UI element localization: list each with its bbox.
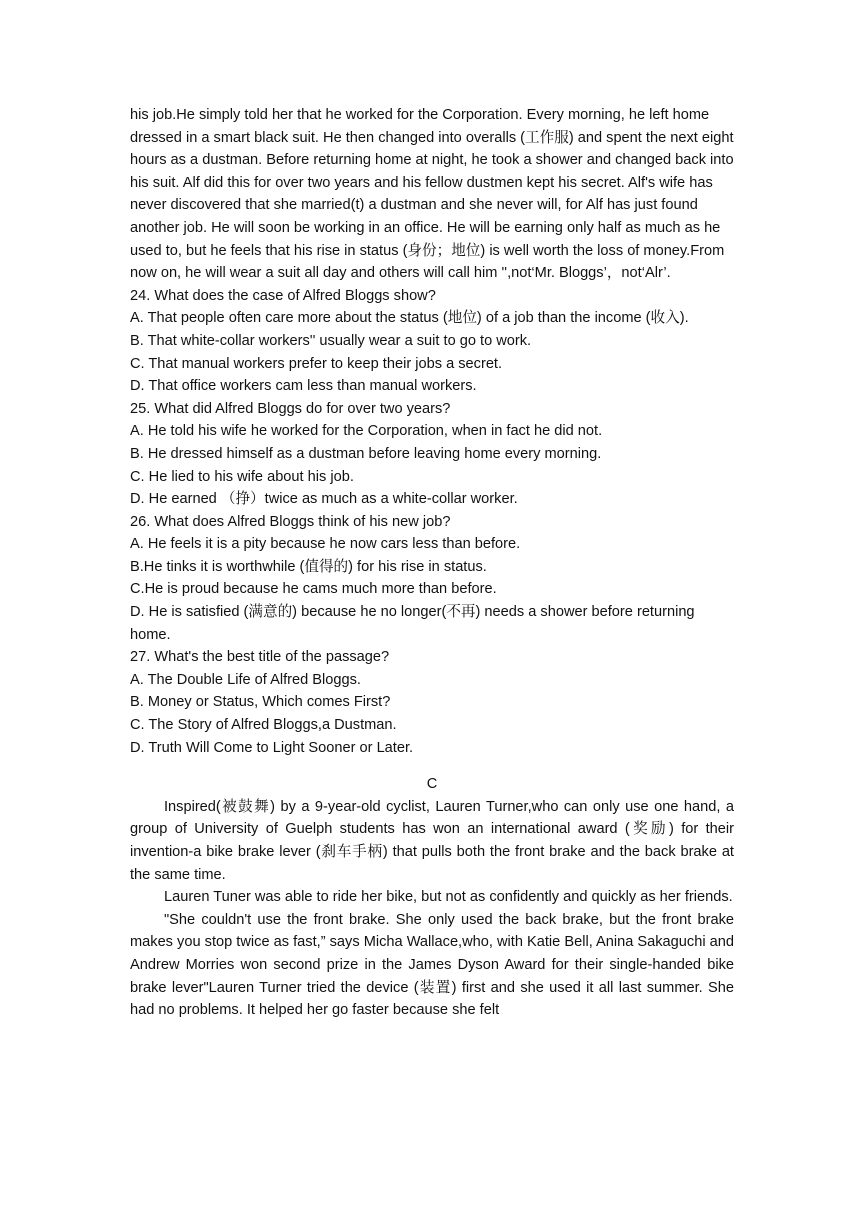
option-24-a: A. That people often care more about the status (地位) of a job than the income (收入). xyxy=(130,310,689,327)
option-26-a: A. He feels it is a pity because he now cars less than before. xyxy=(130,536,521,553)
section-c-paragraph-2: Lauren Tuner was able to ride her bike, but not as confidently and quickly as her friends. xyxy=(164,889,733,906)
question-block xyxy=(130,285,734,759)
section-c-paragraph-1: Inspired(被鼓舞) by a 9-year-old cyclist, Lauren Turner,who can only use one hand, a group of University of Guelph students has won an international award (奖励) for their invention-a bike brake lever (刹车手柄) that pulls both the front brake and the back brake at the same time. xyxy=(130,798,734,883)
section-c-paragraph-3: "She couldn't use the front brake. She only used the back brake, but the front brake makes you stop twice as fast,” says Micha Wallace,who, with Katie Bell, Anina Sakaguchi and Andrew Morries won second prize in the James Dyson Award for their single-handed bike brake lever"Lauren Turner tried the device (装置) first and she used it all last summer. She had no problems. It helped her go faster because she felt xyxy=(130,911,734,1019)
section-c-passage xyxy=(130,796,734,1022)
question-26: 26. What does Alfred Bloggs think of his new job? xyxy=(130,513,451,530)
option-27-d: D. Truth Will Come to Light Sooner or Later. xyxy=(130,739,414,756)
passage-b-continuation xyxy=(130,104,734,285)
document-body xyxy=(130,104,734,1022)
option-26-d: D. He is satisfied (满意的) because he no longer(不再) needs a shower before returning home. xyxy=(130,604,695,643)
option-25-a: A. He told his wife he worked for the Corporation, when in fact he did not. xyxy=(130,423,603,440)
passage-paragraph: his job.He simply told her that he worked for the Corporation. Every morning, he left home dressed in a smart black suit. He then changed into overalls (工作服) and spent the next eight hours as a dustman. Before returning home at night, he took a shower and changed back into his suit. Alf did this for over two years and his fellow dustmen kept his secret. Alf's wife has never discovered that she married(t) a dustman and she never will, for Alf has just found another job. He will soon be working in an office. He will be earning only half as much as he used to, but he feels that his rise in status (身份；地位) is well worth the loss of money.From now on, he will wear a suit all day and others will call him '',not‘Mr. Bloggs’，not‘Alr’. xyxy=(130,107,734,282)
question-27: 27. What's the best title of the passage? xyxy=(130,649,390,666)
option-25-d: D. He earned （挣）twice as much as a white-collar worker. xyxy=(130,491,518,508)
option-27-a: A. The Double Life of Alfred Bloggs. xyxy=(130,671,361,688)
option-27-c: C. The Story of Alfred Bloggs,a Dustman. xyxy=(130,717,397,734)
option-24-b: B. That white-collar workers'' usually wear a suit to go to work. xyxy=(130,332,532,349)
option-25-c: C. He lied to his wife about his job. xyxy=(130,468,354,485)
option-24-c: C. That manual workers prefer to keep their jobs a secret. xyxy=(130,355,503,372)
option-25-b: B. He dressed himself as a dustman before leaving home every morning. xyxy=(130,445,602,462)
section-c-heading: C xyxy=(426,776,438,793)
option-27-b: B. Money or Status, Which comes First? xyxy=(130,694,391,711)
option-24-d: D. That office workers cam less than manual workers. xyxy=(130,378,477,395)
question-24: 24. What does the case of Alfred Bloggs show? xyxy=(130,287,436,304)
question-25: 25. What did Alfred Bloggs do for over two years? xyxy=(130,400,451,417)
option-26-c: C.He is proud because he cams much more than before. xyxy=(130,581,497,598)
option-26-b: B.He tinks it is worthwhile (值得的) for his rise in status. xyxy=(130,558,487,575)
